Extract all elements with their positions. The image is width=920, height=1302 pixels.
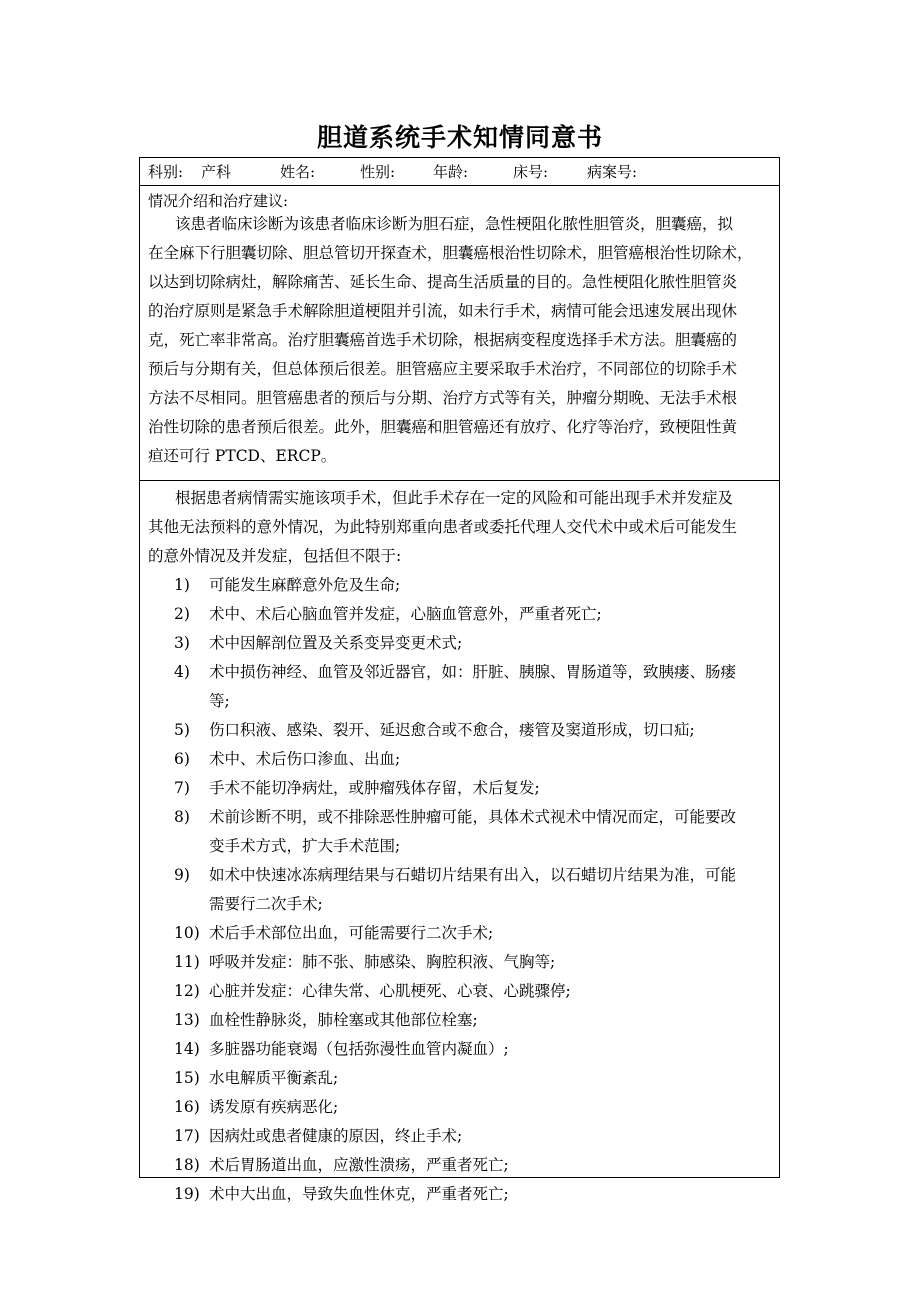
paragraph-line: 克，死亡率非常高。治疗胆囊癌首选手术切除，根据病变程度选择手术方法。胆囊癌的 bbox=[148, 331, 738, 349]
paragraph-line: 其他无法预料的意外情况，为此特别郑重向患者或委托代理人交代术中或术后可能发生 bbox=[148, 518, 738, 536]
list-item-text: 心脏并发症：心律失常、心肌梗死、心衰、心跳骤停; bbox=[209, 982, 571, 1000]
patient-info-row bbox=[140, 158, 779, 186]
document-title: 胆道系统手术知情同意书 bbox=[316, 123, 603, 152]
list-item-number: 4) bbox=[174, 663, 190, 681]
list-item-number: 11) bbox=[174, 953, 200, 971]
situation-section bbox=[140, 186, 779, 481]
list-item-number: 15) bbox=[174, 1069, 200, 1087]
list-item-text: 术中大出血，导致失血性休克，严重者死亡; bbox=[209, 1185, 509, 1203]
list-item-text: 血栓性静脉炎，肺栓塞或其他部位栓塞; bbox=[209, 1011, 478, 1029]
list-item-text: 手术不能切净病灶，或肿瘤残体存留，术后复发; bbox=[209, 779, 540, 797]
paragraph-line: 以达到切除病灶，解除痛苦、延长生命、提高生活质量的目的。急性梗阻化脓性胆管炎 bbox=[148, 273, 738, 291]
list-item-number: 18) bbox=[174, 1156, 200, 1174]
paragraph-line: 该患者临床诊断为该患者临床诊断为胆石症，急性梗阻化脓性胆管炎，胆囊癌，拟 bbox=[175, 215, 734, 233]
paragraph-line: 治性切除的患者预后很差。此外，胆囊癌和胆管癌还有放疗、化疗等治疗，致梗阻性黄 bbox=[148, 418, 738, 436]
list-item-text: 可能发生麻醉意外危及生命; bbox=[209, 576, 401, 594]
list-item-text: 等; bbox=[209, 692, 230, 710]
list-item-text: 需要行二次手术; bbox=[209, 895, 323, 913]
list-item-number: 9) bbox=[174, 866, 190, 884]
list-item-number: 7) bbox=[174, 779, 190, 797]
list-item-number: 19) bbox=[174, 1185, 200, 1203]
list-item-number: 1) bbox=[174, 576, 190, 594]
bed-label: 床号: bbox=[513, 163, 549, 181]
gender-label: 性别: bbox=[360, 163, 396, 181]
list-item-text: 术中、术后心脑血管并发症，心脑血管意外，严重者死亡; bbox=[209, 605, 602, 623]
list-item-text: 因病灶或患者健康的原因，终止手术; bbox=[209, 1127, 463, 1145]
list-item-number: 5) bbox=[174, 721, 190, 739]
list-item-text: 伤口积液、感染、裂开、延迟愈合或不愈合，瘘管及窦道形成，切口疝; bbox=[209, 721, 695, 739]
list-item-text: 呼吸并发症：肺不张、肺感染、胸腔积液、气胸等; bbox=[209, 953, 556, 971]
list-item-text: 多脏器功能衰竭（包括弥漫性血管内凝血）; bbox=[209, 1040, 509, 1058]
list-item-text: 术中损伤神经、血管及邻近器官，如：肝脏、胰腺、胃肠道等，致胰瘘、肠瘘 bbox=[209, 663, 737, 681]
case-number-label: 病案号: bbox=[587, 163, 638, 181]
list-item-text: 变手术方式，扩大手术范围; bbox=[209, 837, 401, 855]
name-label: 姓名: bbox=[280, 163, 316, 181]
list-item-text: 诱发原有疾病恶化; bbox=[209, 1098, 339, 1116]
paragraph-line: 在全麻下行胆囊切除、胆总管切开探查术，胆囊癌根治性切除术，胆管癌根治性切除术， bbox=[148, 244, 753, 262]
paragraph-line: 根据患者病情需实施该项手术，但此手术存在一定的风险和可能出现手术并发症及 bbox=[175, 489, 734, 507]
list-item-text: 术中、术后伤口渗血、出血; bbox=[209, 750, 401, 768]
list-item-number: 8) bbox=[174, 808, 190, 826]
list-item-number: 16) bbox=[174, 1098, 200, 1116]
situation-paragraph bbox=[148, 210, 753, 471]
list-item-text: 术后胃肠道出血，应激性溃疡，严重者死亡; bbox=[209, 1156, 509, 1174]
paragraph-line: 方法不尽相同。胆管癌患者的预后与分期、治疗方式等有关，肿瘤分期晚、无法手术根 bbox=[148, 389, 738, 407]
section-heading: 情况介绍和治疗建议: bbox=[148, 192, 289, 210]
paragraph-line: 的意外情况及并发症，包括但不限于: bbox=[148, 547, 402, 565]
list-item-number: 14) bbox=[174, 1040, 200, 1058]
age-label: 年龄: bbox=[433, 163, 469, 181]
list-item-text: 术中因解剖位置及关系变异变更术式; bbox=[209, 634, 463, 652]
department-label: 科别: bbox=[148, 163, 184, 181]
list-item-number: 3) bbox=[174, 634, 190, 652]
risks-section bbox=[140, 481, 779, 1203]
list-item-text: 水电解质平衡紊乱; bbox=[209, 1069, 339, 1087]
list-item-text: 术前诊断不明，或不排除恶性肿瘤可能，具体术式视术中情况而定，可能要改 bbox=[209, 808, 737, 826]
paragraph-line: 疸还可行 PTCD、ERCP。 bbox=[148, 447, 337, 465]
list-item-number: 10) bbox=[174, 924, 200, 942]
risks-intro-paragraph bbox=[148, 484, 737, 571]
list-item-number: 12) bbox=[174, 982, 200, 1000]
list-item-number: 6) bbox=[174, 750, 190, 768]
list-item-number: 17) bbox=[174, 1127, 200, 1145]
list-item-text: 如术中快速冰冻病理结果与石蜡切片结果有出入，以石蜡切片结果为准，可能 bbox=[209, 866, 737, 884]
consent-form-table bbox=[139, 157, 780, 1203]
list-item-number: 13) bbox=[174, 1011, 200, 1029]
paragraph-line: 预后与分期有关，但总体预后很差。胆管癌应主要采取手术治疗，不同部位的切除手术 bbox=[148, 360, 738, 378]
list-item-text: 术后手术部位出血，可能需要行二次手术; bbox=[209, 924, 494, 942]
paragraph-line: 的治疗原则是紧急手术解除胆道梗阻并引流，如未行手术，病情可能会迅速发展出现休 bbox=[148, 302, 738, 320]
department-value: 产科 bbox=[201, 163, 232, 181]
list-item-number: 2) bbox=[174, 605, 190, 623]
